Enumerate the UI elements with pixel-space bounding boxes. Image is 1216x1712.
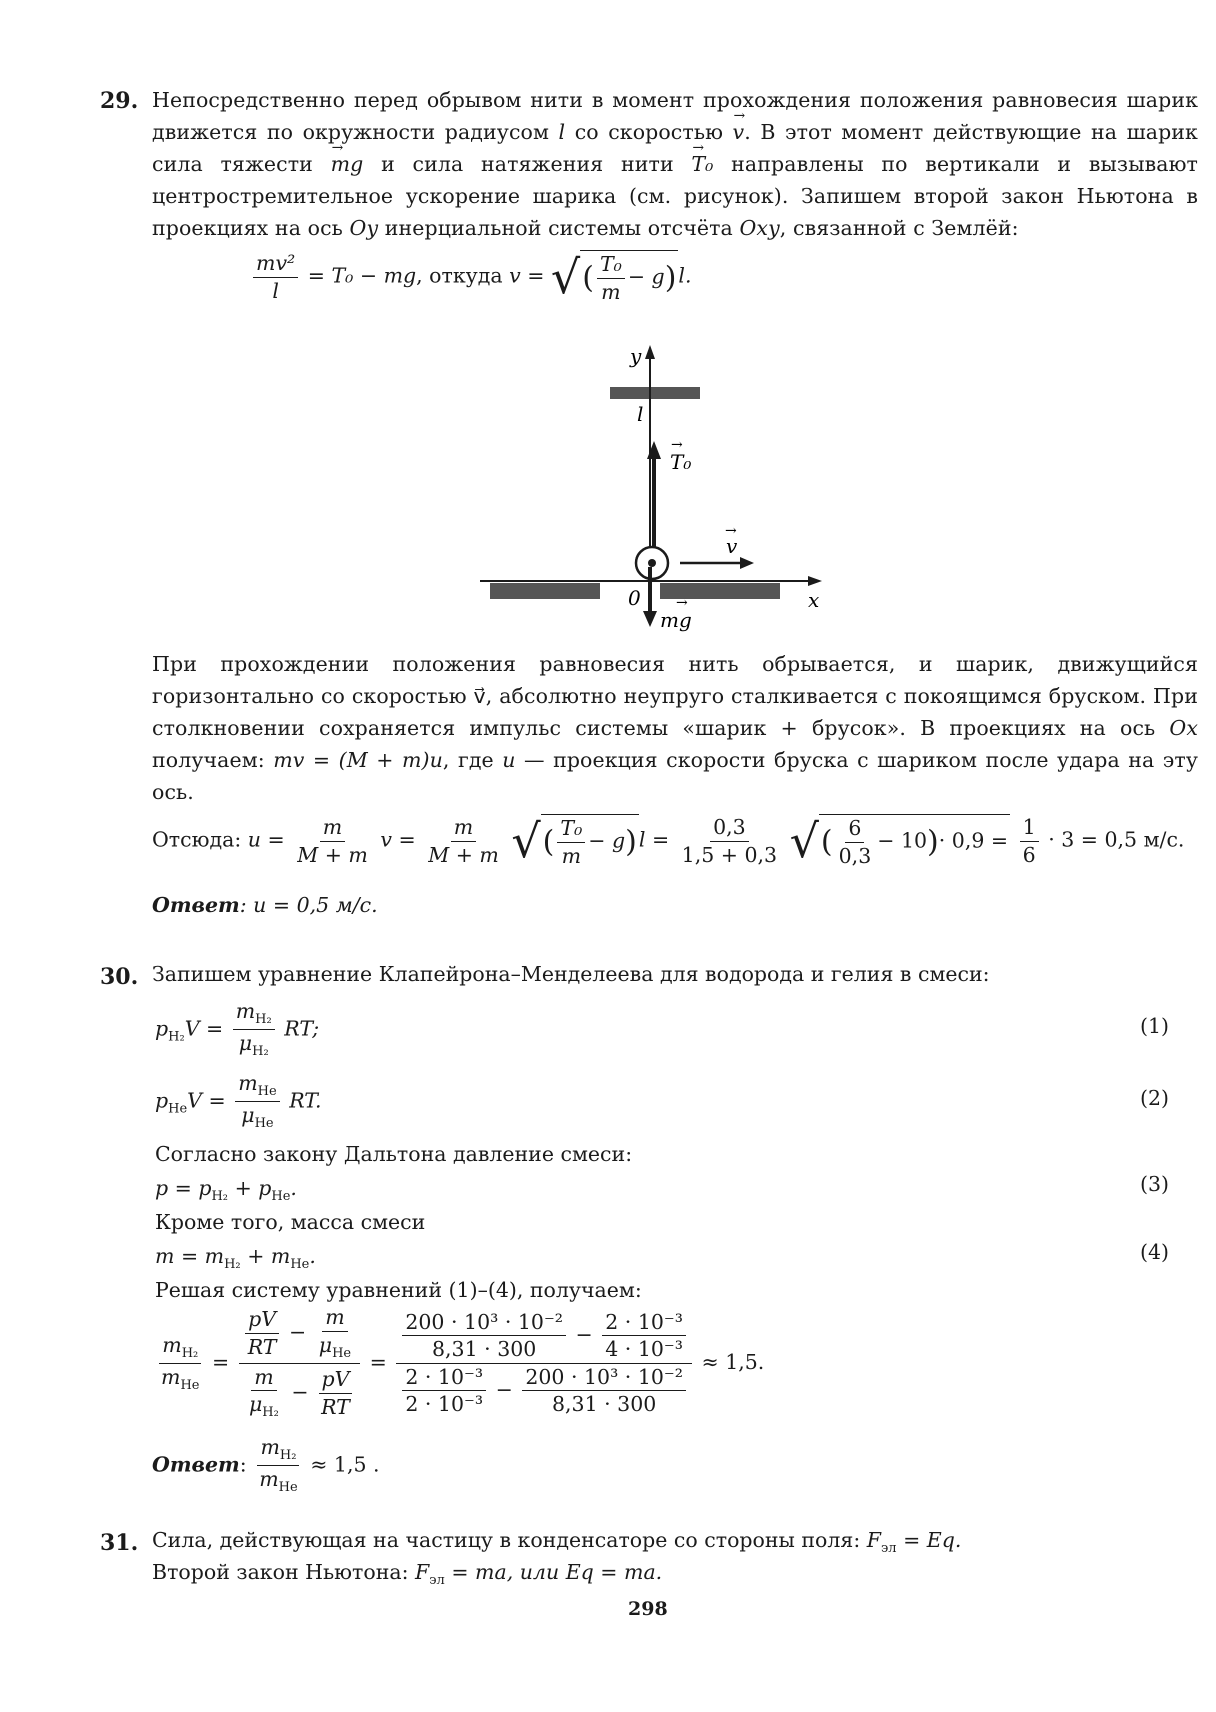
numerator: m — [251, 1366, 276, 1392]
equation-rhs: RT; — [284, 1016, 320, 1041]
answer-label: Ответ — [152, 893, 240, 917]
label-v: v — [726, 534, 738, 558]
equation-number-3: (3) — [1140, 1172, 1170, 1196]
mass-text: Кроме того, масса смеси — [155, 1210, 426, 1234]
minus: − — [291, 1379, 309, 1404]
symbol-u: u = — [247, 827, 285, 852]
symbol-mu: μ — [238, 1031, 253, 1056]
sqrt-expression: √( $\frac{\text{T₀}}{m}$ − g) — [550, 250, 677, 304]
answer-label: Ответ — [152, 1452, 240, 1477]
problem-30-intro: Запишем уравнение Клапейрона–Менделеева для водорода и гелия в смеси: — [152, 962, 990, 986]
answer-value: : u = 0,5 м/с. — [239, 893, 378, 917]
colon: : — [239, 1452, 247, 1477]
eq3-plus: + p — [234, 1176, 272, 1200]
denominator: RT — [247, 1334, 277, 1359]
text: получаем: — [152, 748, 265, 772]
subscript-el: эл — [881, 1541, 897, 1556]
symbol-Oxy: Oxy — [739, 216, 780, 240]
subscript-he: He — [180, 1377, 200, 1393]
subscript-h2: H₂ — [211, 1189, 229, 1204]
denominator: 8,31 · 300 — [432, 1337, 537, 1362]
minus: − — [289, 1319, 307, 1344]
eq4-plus: + m — [247, 1244, 291, 1268]
subscript-he: He — [290, 1257, 310, 1272]
symbol-mu: μ — [318, 1332, 333, 1357]
equation-2 — [155, 1072, 321, 1132]
denominator: 2 · 10⁻³ — [405, 1392, 484, 1417]
subscript-el: эл — [429, 1573, 445, 1588]
equation-ratio: $\frac{m_{H_2}}{m_{He}}$ = $\frac{pV}{RT}$ − $\frac{m}{\mu_{He}}$ $\frac{m}{\mu_{H_2}}$ − $\frac{pV}{RT}$ = $\frac{\text{200 · 10³ · 10⁻²}}{8,31 \cdot 300}$ − $\frac{\text{2 · 10⁻³}}{\text{4 · 10⁻³}}$ $\frac{\text{2 · 10⁻³}}{\text{2 · 10⁻³}}$ − $\frac{\text{200 · 10³ · 10⁻²}}{8,31 \cdot 300}$ ≈ 1,5. — [161, 1305, 765, 1421]
symbol-m: m — [161, 1364, 181, 1389]
text: Отсюда: — [152, 827, 242, 852]
numerator: pV — [319, 1368, 353, 1394]
equation: = ma, или Eq = ma. — [451, 1560, 663, 1584]
denominator: m — [601, 280, 621, 304]
minus-10: − 10 — [877, 829, 928, 853]
text: направлены по вертикали и вызывают центростремительное ускорение шарика (см. рисунок). Запишем второй закон Ньютона в проекциях на ось — [152, 152, 1198, 240]
numerator: 1 — [1020, 816, 1039, 842]
numerator: 2 · 10⁻³ — [402, 1366, 486, 1392]
label-v-vec: → — [725, 523, 737, 539]
text: При прохождении положения равновесия нить обрывается, и шарик, движущийся горизонтально со скоростью v⃗, абсолютно неупруго сталкивается с покоящимся бруском. При столкновении сохраняется импульс системы «шарик + брусок». В проекциях на ось — [152, 652, 1198, 740]
label-mg-vec: → — [676, 595, 688, 611]
equation-number-2: (2) — [1140, 1086, 1170, 1110]
symbol-F: F — [415, 1560, 430, 1584]
equation-rhs: = T₀ − mg — [307, 263, 417, 288]
denominator: M + m — [428, 842, 499, 867]
subscript-h2: H₂ — [262, 1405, 279, 1421]
symbol-V: V = — [187, 1088, 226, 1113]
denominator: 8,31 · 300 — [551, 1392, 657, 1417]
problem-31-line-2 — [152, 1560, 662, 1588]
problem-29-collision-text — [152, 648, 1198, 808]
equation-rhs: RT. — [289, 1088, 322, 1113]
ratio-numeric — [396, 1311, 692, 1416]
fraction-mv2-l — [253, 252, 298, 302]
ball-center — [648, 559, 656, 567]
symbol-mu: μ — [241, 1103, 255, 1128]
solve-text: Решая систему уравнений (1)–(4), получаем: — [155, 1278, 642, 1302]
symbol-p: p — [155, 1088, 169, 1113]
problem-29-intro — [152, 84, 1198, 244]
equation-number-4: (4) — [1140, 1240, 1170, 1264]
minus-g: − g — [627, 265, 665, 289]
subscript-h2: H₂ — [168, 1029, 185, 1045]
eq4-left: m = m — [155, 1244, 225, 1268]
ratio-result: ≈ 1,5. — [701, 1349, 765, 1374]
pendulum-figure — [480, 345, 840, 635]
denominator: RT — [321, 1394, 350, 1419]
symbol-T0: → T₀ — [691, 148, 713, 180]
symbol-u: u — [502, 748, 516, 772]
equation: = Eq. — [903, 1528, 962, 1552]
symbol-m: m — [162, 1332, 182, 1357]
numerator: m — [320, 816, 345, 842]
equation-4 — [155, 1244, 316, 1272]
problem-29-number: 29. — [100, 88, 139, 114]
gravity-arrowhead — [643, 611, 657, 627]
x-axis-arrow — [808, 576, 822, 586]
text: . В этот момент действующие на шарик сила тяжести — [152, 120, 1198, 176]
subscript-he: He — [257, 1084, 277, 1099]
equation-1 — [155, 1000, 319, 1060]
ceiling-bar — [610, 387, 700, 399]
momentum-equation: mv = (M + m)u — [273, 748, 443, 772]
text: Непосредственно перед обрывом нити в момент прохождения положения равновесия шарик движется по окружности радиусом — [152, 88, 1198, 144]
numerator: m — [322, 1306, 347, 1332]
numerator: 0,3 — [710, 816, 749, 842]
denominator: 6 — [1022, 842, 1036, 867]
numerator: pV — [245, 1308, 279, 1334]
symbol-v-eq: v = — [509, 263, 545, 288]
numerator: 6 — [845, 817, 864, 843]
denominator: 4 · 10⁻³ — [605, 1337, 683, 1362]
velocity-arrowhead — [740, 557, 754, 569]
subscript-he: He — [254, 1116, 274, 1132]
symbol-m: m — [260, 1435, 280, 1459]
label-origin: 0 — [628, 586, 641, 610]
problem-30-answer — [152, 1436, 380, 1496]
equation-centripetal — [250, 250, 691, 304]
subscript-h2: H₂ — [181, 1345, 199, 1361]
denominator: 0,3 — [838, 844, 872, 868]
symbol-v: v = — [380, 827, 416, 852]
minus: − — [495, 1377, 513, 1402]
symbol-v: → v — [733, 116, 745, 148]
label-T0-vec: → — [671, 437, 683, 453]
symbol-l-end: l. — [678, 263, 692, 288]
equation-3 — [155, 1176, 297, 1204]
symbol-mu: μ — [248, 1392, 263, 1417]
answer-value: ≈ 1,5 . — [310, 1452, 380, 1477]
subscript-he: He — [332, 1345, 352, 1361]
problem-31-line-1 — [152, 1528, 961, 1556]
numerator: T₀ — [557, 817, 585, 843]
problem-29-answer — [152, 893, 378, 917]
symbol-Oy: Oy — [349, 216, 379, 240]
numerator: T₀ — [597, 253, 625, 279]
symbol-m: m — [259, 1467, 279, 1492]
subscript-he: He — [168, 1101, 188, 1117]
eq3-left: p = p — [155, 1176, 212, 1200]
symbol-p: p — [155, 1016, 169, 1041]
problem-30-number: 30. — [100, 964, 139, 990]
subscript-h2: H₂ — [279, 1448, 297, 1463]
times-09: · 0,9 = — [938, 829, 1009, 853]
text: , где — [442, 748, 494, 772]
numerator: 200 · 10³ · 10⁻² — [402, 1311, 566, 1337]
minus-g: − g — [588, 829, 626, 853]
numerator: 2 · 10⁻³ — [602, 1311, 686, 1337]
dalton-text: Согласно закону Дальтона давление смеси: — [155, 1142, 633, 1166]
symbol-m: m — [238, 1071, 258, 1095]
minus: − — [575, 1322, 593, 1347]
subscript-h2: H₂ — [224, 1257, 241, 1272]
text: Второй закон Ньютона: — [152, 1560, 409, 1584]
subscript-h2: H₂ — [252, 1044, 269, 1060]
symbol-Ox: Ox — [1169, 716, 1198, 740]
y-axis-arrow — [645, 345, 655, 359]
numerator: 200 · 10³ · 10⁻² — [522, 1366, 686, 1392]
problem-31-number: 31. — [100, 1530, 139, 1556]
label-T0: T₀ — [670, 450, 692, 474]
text: со скоростью — [574, 120, 724, 144]
equation-number-1: (1) — [1140, 1014, 1170, 1038]
radical-sign: √ — [550, 250, 581, 304]
numerator: m — [451, 816, 476, 842]
symbol-F: F — [866, 1528, 882, 1552]
text: , откуда — [416, 263, 503, 288]
label-x: x — [808, 588, 820, 612]
denominator: m — [561, 844, 582, 868]
label-l: l — [637, 402, 644, 426]
denominator: M + m — [297, 842, 368, 867]
subscript-he: He — [271, 1189, 291, 1204]
denominator: 1,5 + 0,3 — [681, 842, 778, 867]
symbol-mg: → mg — [331, 148, 364, 180]
text: — проекция скорости бруска с шариком после удара на эту ось. — [152, 748, 1198, 804]
symbol-l: l — [558, 120, 566, 144]
subscript-he: He — [278, 1480, 298, 1496]
label-mg: mg — [660, 608, 692, 632]
equation-result-u: Отсюда: u = $\frac{m}{M + m}$ v = $\frac{m}{M + m}$ √( $\frac{\text{T₀}}{m}$ − g)l = $\frac{0,3}{1,5 + 0,3}$ √( $\frac{6}{0,3}$ − 10)· 0,9 = $\frac{1}{6}$ · 3 = 0,5 м/с. — [152, 814, 1185, 868]
ratio-symbolic — [239, 1306, 360, 1421]
text: инерциальной системы отсчёта — [384, 216, 733, 240]
page-number: 298 — [628, 1598, 668, 1620]
symbol-V: V = — [184, 1016, 224, 1041]
text: Сила, действующая на частицу в конденсаторе со стороны поля: — [152, 1528, 861, 1552]
text: , связанной с Землёй: — [779, 216, 1019, 240]
text: и сила натяжения нити — [381, 152, 674, 176]
denominator: l — [272, 278, 279, 303]
subscript-h2: H₂ — [255, 1012, 272, 1027]
label-y: y — [630, 345, 642, 368]
numerator: mv² — [253, 252, 298, 278]
dot: . — [309, 1244, 316, 1268]
symbol-m: m — [235, 999, 256, 1023]
result-tail: · 3 = 0,5 м/с. — [1048, 827, 1185, 852]
dot: . — [290, 1176, 297, 1200]
